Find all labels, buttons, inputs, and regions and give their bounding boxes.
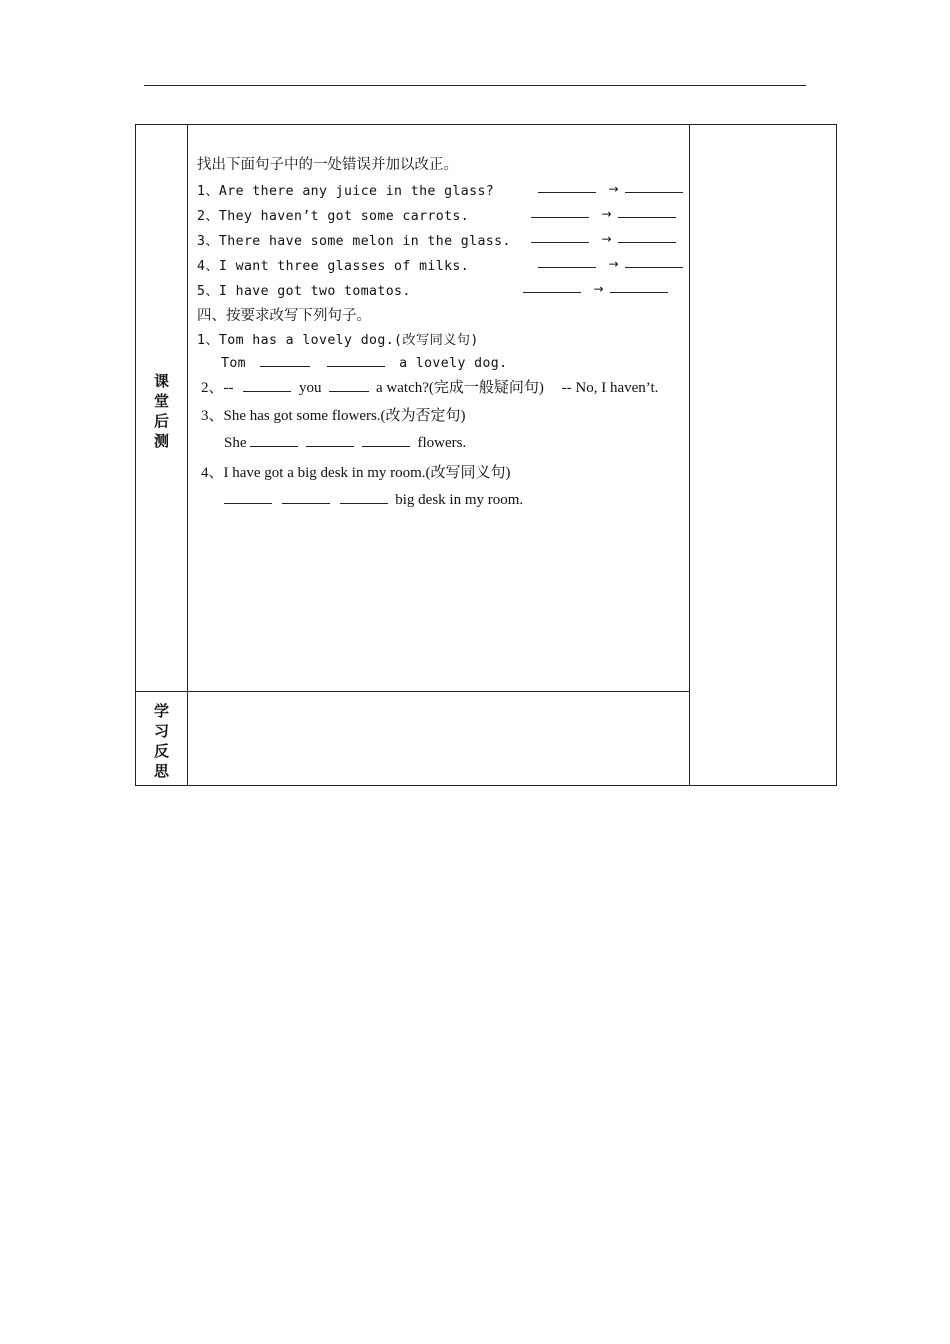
- section-label-in-class-test: 课 堂 后 测: [153, 372, 169, 450]
- row-divider: [136, 691, 689, 692]
- part3-item-1: 1、Are there any juice in the glass?: [197, 184, 495, 199]
- part4-q1-answer: Tom a lovely dog.: [221, 356, 508, 371]
- answer-blank[interactable]: [243, 379, 291, 392]
- worksheet-table: [135, 124, 837, 786]
- answer-blank[interactable]: [538, 180, 596, 193]
- part4-heading: 四、按要求改写下列句子。: [197, 308, 371, 324]
- arrow-icon: →: [608, 182, 619, 196]
- arrow-icon: →: [608, 257, 619, 271]
- answer-blank[interactable]: [618, 205, 676, 218]
- answer-blank[interactable]: [327, 354, 385, 367]
- part4-q4-text: 4、I have got a big desk in my room.(改写同义句): [201, 465, 511, 481]
- answer-blank[interactable]: [531, 230, 589, 243]
- answer-blank[interactable]: [618, 230, 676, 243]
- part4-q1-text: 1、Tom has a lovely dog.(改写同义句): [197, 333, 479, 348]
- column-divider-right: [689, 125, 690, 785]
- part3-answer-2: [531, 205, 676, 222]
- arrow-icon: →: [593, 282, 604, 296]
- part3-item-5: 5、I have got two tomatos.: [197, 284, 411, 299]
- answer-blank[interactable]: [260, 354, 310, 367]
- answer-blank[interactable]: [329, 379, 369, 392]
- answer-blank[interactable]: [282, 491, 330, 504]
- column-divider-left: [187, 125, 188, 785]
- arrow-icon: →: [601, 232, 612, 246]
- answer-blank[interactable]: [538, 255, 596, 268]
- part3-item-4: 4、I want three glasses of milks.: [197, 259, 470, 274]
- part3-instruction: 找出下面句子中的一处错误并加以改正。: [197, 157, 458, 173]
- arrow-icon: →: [601, 207, 612, 221]
- answer-blank[interactable]: [610, 280, 668, 293]
- part3-answer-3: [531, 230, 676, 247]
- answer-blank[interactable]: [224, 491, 272, 504]
- answer-blank[interactable]: [362, 434, 410, 447]
- header-rule: [144, 85, 806, 86]
- part4-q3-text: 3、She has got some flowers.(改为否定句): [201, 408, 466, 424]
- answer-blank[interactable]: [531, 205, 589, 218]
- part3-answer-5: [523, 280, 668, 297]
- answer-blank[interactable]: [625, 180, 683, 193]
- part3-answer-4: [538, 255, 683, 272]
- part3-item-2: 2、They haven’t got some carrots.: [197, 209, 470, 224]
- answer-blank[interactable]: [340, 491, 388, 504]
- part4-q2: 2、-- you a watch?(完成一般疑问句) -- No, I haven’t.: [201, 380, 659, 396]
- answer-blank[interactable]: [625, 255, 683, 268]
- part4-q3-answer: She flowers.: [224, 435, 467, 451]
- answer-blank[interactable]: [306, 434, 354, 447]
- part3-answer-1: [538, 180, 683, 197]
- section-label-reflection: 学 习 反 思: [153, 702, 169, 780]
- answer-blank[interactable]: [250, 434, 298, 447]
- part4-q4-answer: big desk in my room.: [224, 491, 523, 509]
- part3-item-3: 3、There have some melon in the glass.: [197, 234, 511, 249]
- answer-blank[interactable]: [523, 280, 581, 293]
